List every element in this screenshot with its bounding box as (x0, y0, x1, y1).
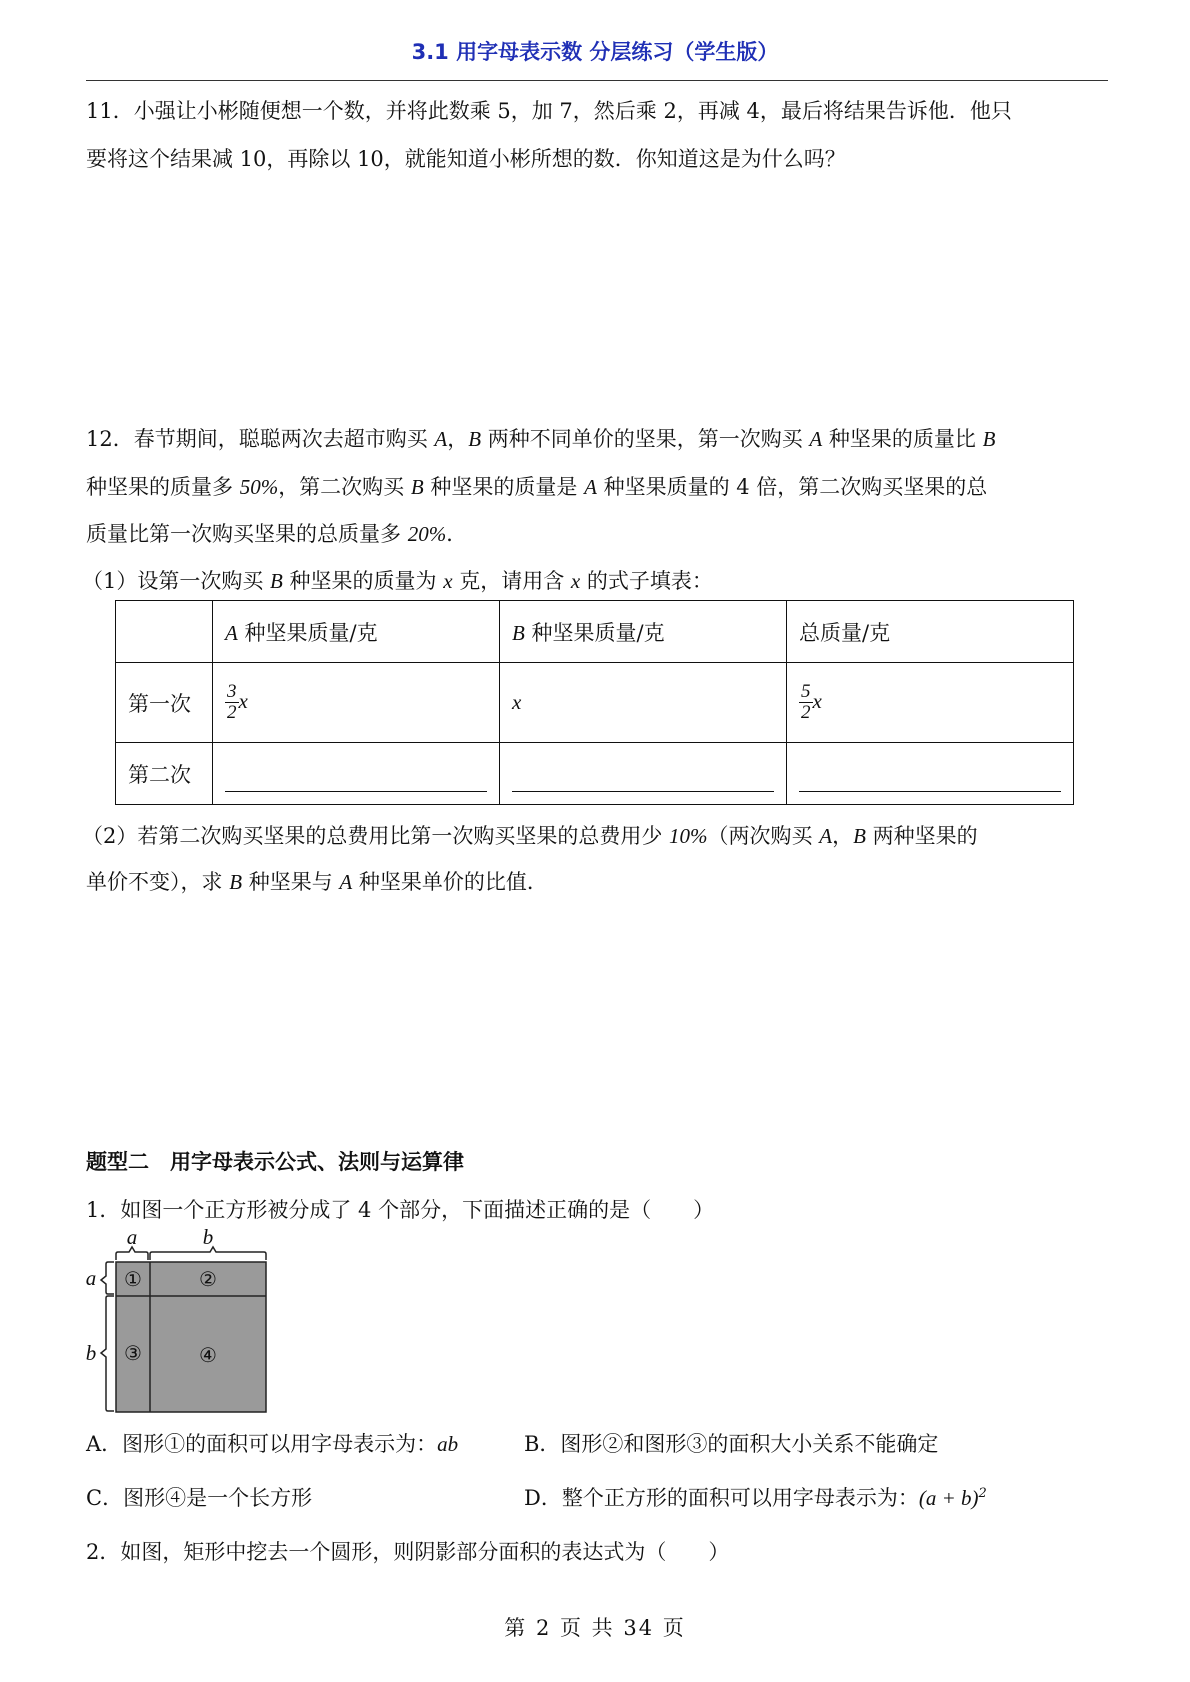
expression: (a + b) (918, 1486, 979, 1510)
q11-line-2: 要将这个结果减 10，再除以 10，就能知道小彬所想的数．你知道这是为什么吗？ (86, 147, 846, 171)
s2q1-stem: 1．如图一个正方形被分成了 4 个部分，下面描述正确的是（ ） (86, 1198, 715, 1222)
expression: ab (437, 1432, 459, 1456)
text: 种坚果质量/克 (524, 620, 665, 645)
text: （1）设第一次购买 (82, 569, 271, 593)
section-heading: 题型二 用字母表示公式、法则与运算律 (86, 1150, 464, 1174)
table-row-label: 第一次 (116, 663, 213, 743)
var-a: A (584, 475, 597, 499)
table-header-a (213, 601, 500, 663)
var-a: A (339, 870, 353, 894)
q12-part-1 (82, 565, 713, 595)
text: ． (446, 522, 468, 546)
header-divider (86, 80, 1108, 81)
var-x: x (512, 690, 522, 714)
q12-line-2 (86, 471, 987, 501)
exponent: 2 (978, 1486, 987, 1501)
text: 单价不变），求 (86, 870, 230, 894)
var-x: x (238, 689, 248, 713)
nut-mass-table (115, 600, 1074, 805)
var-a: A (809, 427, 823, 451)
brace-left-b (101, 1296, 114, 1411)
fraction (799, 682, 813, 723)
text: 两种坚果的 (865, 824, 978, 848)
page-title: 3.1 用字母表示数 分层练习（学生版） (411, 40, 779, 64)
text: 的式子填表： (580, 569, 713, 593)
table-row-label: 第二次 (116, 743, 213, 805)
table-header-total: 总质量/克 (787, 601, 1074, 663)
text: ， (832, 824, 854, 848)
q11-line-1: 11．小强让小彬随便想一个数，并将此数乘 5，加 7，然后乘 2，再减 4，最后将结果告诉他．他只 (86, 99, 1012, 123)
table-cell-total-second[interactable] (787, 743, 1074, 805)
var-b: B (410, 475, 424, 499)
option-d[interactable] (524, 1482, 987, 1512)
fraction (225, 682, 239, 723)
table-cell-a-first (213, 663, 500, 743)
table-cell-a-second[interactable] (213, 743, 500, 805)
var-a: A (434, 427, 448, 451)
text: 种坚果单价的比值． (352, 870, 548, 894)
region-1-label: ① (124, 1267, 142, 1291)
text: （2）若第二次购买坚果的总费用比第一次购买坚果的总费用少 (82, 824, 670, 848)
var-x: x (443, 569, 453, 593)
numerator: 3 (227, 681, 237, 702)
text: ，第二次购买 (278, 475, 411, 499)
label-a-top: a (126, 1226, 138, 1249)
square-partition-figure (80, 1226, 280, 1416)
q12-line-3 (86, 518, 467, 548)
label-b-top: b (202, 1226, 214, 1249)
numerator: 5 (801, 681, 811, 702)
table-cell-total-first (787, 663, 1074, 743)
table-row (116, 743, 1074, 805)
var-x: x (570, 569, 581, 593)
q12-line-1 (86, 423, 995, 453)
text: 种坚果质量的 4 倍，第二次购买坚果的总 (596, 475, 988, 499)
page-number: 第 2 页 共 34 页 (504, 1616, 686, 1640)
text: （两次购买 (707, 824, 820, 848)
option-text: D．整个正方形的面积可以用字母表示为： (524, 1486, 919, 1510)
denominator: 2 (801, 702, 811, 723)
var-b: B (853, 824, 866, 848)
answer-blank[interactable] (512, 763, 774, 792)
var-b: B (982, 427, 996, 451)
table-header-b (500, 601, 787, 663)
text: 种坚果的质量是 (423, 475, 585, 499)
option-a[interactable] (86, 1428, 458, 1458)
text: 种坚果的质量为 (282, 569, 444, 593)
text: 种坚果质量/克 (237, 620, 378, 645)
s2q2-stem: 2．如图，矩形中挖去一个圆形，则阴影部分面积的表达式为（ ） (86, 1540, 730, 1564)
percent: 50% (239, 475, 279, 499)
var-a: A (819, 824, 833, 848)
label-b-left: b (85, 1341, 97, 1365)
table-corner-cell (116, 601, 213, 663)
text: ， (447, 427, 469, 451)
text: 两种不同单价的坚果，第一次购买 (481, 427, 810, 451)
text: 克，请用含 (452, 569, 571, 593)
text: 12．春节期间，聪聪两次去超市购买 (86, 427, 435, 451)
option-text: A．图形①的面积可以用字母表示为： (86, 1432, 438, 1456)
text: 种坚果的质量多 (86, 475, 240, 499)
text: 种坚果与 (242, 870, 340, 894)
table-cell-b-second[interactable] (500, 743, 787, 805)
option-c[interactable]: C．图形④是一个长方形 (86, 1486, 313, 1510)
table-header-row (116, 601, 1074, 663)
var-b: B (468, 427, 482, 451)
answer-blank[interactable] (225, 763, 487, 792)
region-4-label: ④ (199, 1343, 217, 1367)
brace-left-a (101, 1262, 114, 1294)
region-2-label: ② (199, 1267, 217, 1291)
region-3-label: ③ (124, 1341, 142, 1365)
percent: 20% (407, 522, 447, 546)
option-b[interactable]: B．图形②和图形③的面积大小关系不能确定 (524, 1432, 939, 1456)
percent: 10% (669, 824, 708, 848)
var-b: B (229, 870, 243, 894)
text: 种坚果的质量比 (822, 427, 983, 451)
q12-part-2-line-1 (82, 820, 978, 850)
var-b: B (512, 620, 525, 645)
var-x: x (812, 689, 822, 713)
table-row (116, 663, 1074, 743)
denominator: 2 (227, 702, 237, 723)
text: 质量比第一次购买坚果的总质量多 (86, 522, 408, 546)
answer-blank[interactable] (799, 763, 1061, 792)
var-a: A (225, 620, 238, 645)
table-cell-b-first (500, 663, 787, 743)
var-b: B (270, 569, 283, 593)
label-a-left: a (85, 1266, 97, 1290)
q12-part-2-line-2 (86, 866, 548, 896)
